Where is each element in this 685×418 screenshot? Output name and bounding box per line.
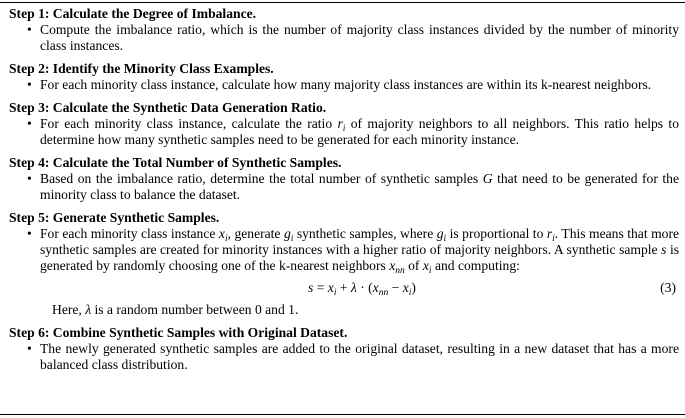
math-sub-i: i bbox=[428, 266, 432, 276]
text-run: , generate bbox=[227, 226, 284, 241]
bullet-text bbox=[40, 116, 679, 148]
math-op: · ( bbox=[356, 280, 373, 295]
bullet-text: Compute the imbalance ratio, which is the number of majority class instances divided by the number of minority class instances. bbox=[40, 22, 679, 53]
math-op: ) bbox=[411, 280, 416, 295]
step-title: Step 5: Generate Synthetic Samples. bbox=[9, 210, 220, 225]
math-var-x: x bbox=[327, 280, 334, 295]
text-run: For each minority class instance, calculate the ratio bbox=[40, 116, 338, 131]
bullet-item bbox=[9, 22, 679, 54]
math-var-x: x bbox=[389, 258, 396, 273]
math-sub-nn: nn bbox=[378, 288, 389, 298]
step-1 bbox=[9, 6, 679, 54]
equation-3 bbox=[9, 280, 679, 296]
math-var-g: g bbox=[436, 226, 444, 241]
math-var-g-total: G bbox=[482, 171, 493, 186]
bullet-text bbox=[40, 226, 679, 274]
text-run: synthetic samples, where bbox=[293, 226, 437, 241]
text-run: of bbox=[404, 258, 423, 273]
bullet-item bbox=[9, 77, 679, 93]
bullet-icon: • bbox=[27, 22, 32, 37]
bottom-rule bbox=[0, 414, 685, 415]
step-title: Step 4: Calculate the Total Number of Synthetic Samples. bbox=[9, 155, 342, 170]
math-sub-i: i bbox=[333, 288, 337, 298]
bullet-item bbox=[9, 341, 679, 373]
math-var-lambda: λ bbox=[350, 280, 357, 295]
step-title: Step 1: Calculate the Degree of Imbalance. bbox=[9, 6, 257, 21]
equation-note bbox=[9, 302, 679, 318]
text-run: is generated by randomly choosing one of the k-nearest neighbors bbox=[40, 242, 680, 273]
math-var-s: s bbox=[308, 280, 314, 295]
bullet-icon: • bbox=[27, 77, 32, 92]
bullet-text: The newly generated synthetic samples are added to the original dataset, resulting in a new dataset that has a more balanced class distribution. bbox=[40, 341, 679, 372]
math-sub-i: i bbox=[342, 124, 346, 134]
equation-number: (3) bbox=[660, 280, 676, 295]
math-var-r: r bbox=[337, 116, 343, 131]
step-6 bbox=[9, 325, 679, 373]
text-run: . This means that more synthetic samples are created for minority instances with a higher ratio of majority neighbors. A synthetic sample bbox=[40, 226, 680, 257]
math-var-g: g bbox=[283, 226, 291, 241]
math-op: = bbox=[313, 280, 328, 295]
step-4 bbox=[9, 155, 679, 203]
text-run: of majority neighbors to all neighbors. This ratio helps to determine how many synthetic samples need to be generated for each minority instance. bbox=[40, 116, 679, 147]
math-op: − bbox=[388, 280, 403, 295]
math-var-x: x bbox=[402, 280, 409, 295]
math-sub-i: i bbox=[552, 234, 555, 244]
math-sub-i: i bbox=[443, 234, 447, 244]
math-sub-i: i bbox=[290, 234, 294, 244]
math-var-x: x bbox=[372, 280, 379, 295]
bullet-icon: • bbox=[27, 116, 32, 131]
step-2 bbox=[9, 61, 679, 93]
text-run: For each minority class instance bbox=[40, 226, 219, 241]
step-title: Step 6: Combine Synthetic Samples with Original Dataset. bbox=[9, 325, 348, 340]
step-title: Step 3: Calculate the Synthetic Data Generation Ratio. bbox=[9, 100, 327, 115]
math-sub-i: i bbox=[224, 234, 228, 244]
math-op: + bbox=[336, 280, 351, 295]
step-5 bbox=[9, 210, 679, 318]
bullet-icon: • bbox=[27, 226, 32, 241]
text-run: Based on the imbalance ratio, determine the total number of synthetic samples bbox=[40, 171, 483, 186]
math-var-s: s bbox=[661, 242, 667, 257]
math-var-lambda: λ bbox=[85, 302, 92, 317]
math-var-r: r bbox=[546, 226, 553, 241]
bullet-item bbox=[9, 116, 679, 148]
bullet-item bbox=[9, 171, 679, 203]
text-run: Here, bbox=[52, 302, 86, 317]
text-run: is a random number between 0 and 1. bbox=[91, 302, 299, 317]
text-run: that need to be generated for the minority class to balance the dataset. bbox=[40, 171, 679, 202]
text-run: and computing: bbox=[431, 258, 520, 273]
algorithm-steps bbox=[9, 6, 679, 373]
bullet-item bbox=[9, 226, 679, 274]
top-rule bbox=[0, 2, 685, 3]
bullet-text bbox=[40, 171, 679, 203]
math-sub-i: i bbox=[408, 288, 412, 298]
step-title: Step 2: Identify the Minority Class Examples. bbox=[9, 61, 274, 76]
math-var-x: x bbox=[422, 258, 429, 273]
equation-expression bbox=[308, 280, 416, 296]
bullet-icon: • bbox=[27, 341, 32, 356]
math-var-x: x bbox=[218, 226, 225, 241]
math-sub-nn: nn bbox=[395, 266, 405, 276]
bullet-icon: • bbox=[27, 171, 32, 186]
bullet-text: For each minority class instance, calculate how many majority class instances are within its k-nearest neighbors. bbox=[40, 77, 652, 92]
step-3 bbox=[9, 100, 679, 148]
text-run: is proportional to bbox=[446, 226, 547, 241]
